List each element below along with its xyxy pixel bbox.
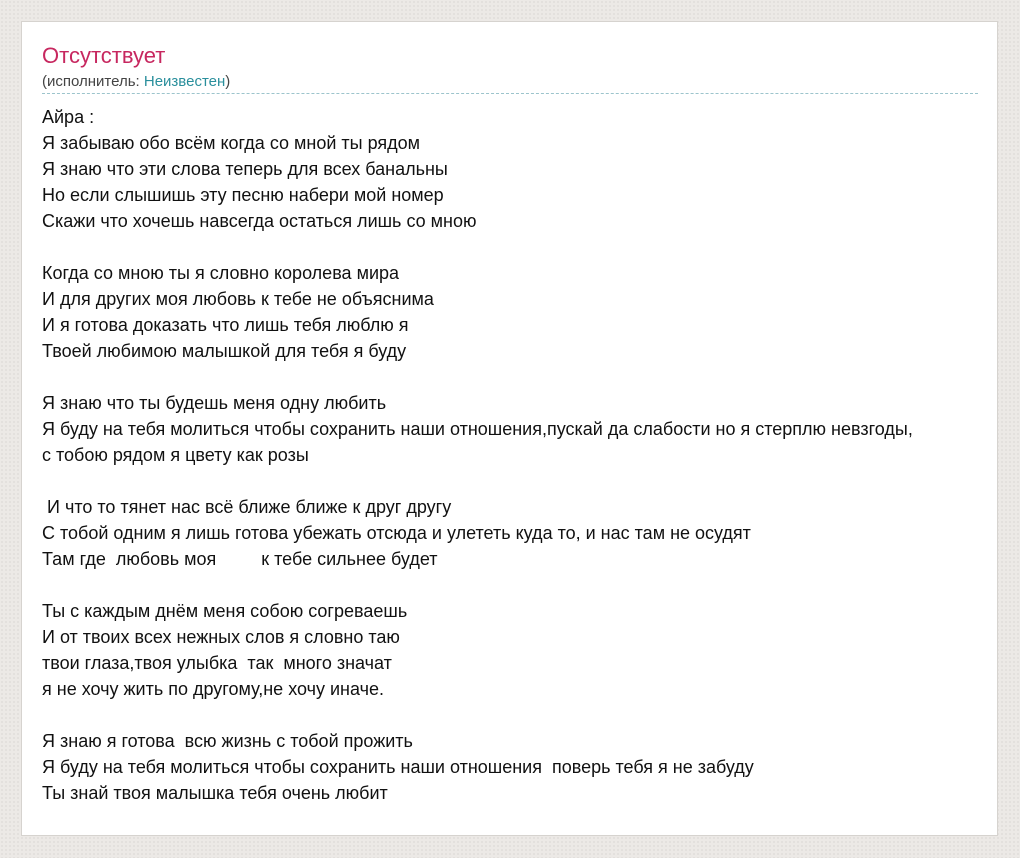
lyrics-stanza <box>42 260 998 364</box>
lyrics-line: Айра : <box>42 107 95 127</box>
lyrics-line: И от твоих всех нежных слов я словно таю <box>42 627 400 647</box>
lyrics-line: Но если слышишь эту песню набери мой номер <box>42 185 444 205</box>
artist-prefix: (исполнитель: <box>42 73 144 90</box>
lyrics-line: И для других моя любовь к тебе не объяснима <box>42 289 434 309</box>
lyrics-line: Ты знай твоя малышка тебя очень любит <box>42 783 388 803</box>
lyrics-line: твои глаза,твоя улыбка так много значат <box>42 653 392 673</box>
lyrics-line: Ты с каждым днём меня собою согреваешь <box>42 601 408 621</box>
lyrics-line: Когда со мною ты я словно королева мира <box>42 263 400 283</box>
lyrics-line: Я знаю я готова всю жизнь с тобой прожить <box>42 731 413 751</box>
lyrics-line: с тобою рядом я цвету как розы <box>42 445 309 465</box>
lyrics-stanza <box>42 728 998 806</box>
lyrics-stanza <box>42 598 998 702</box>
lyrics-stanza <box>42 494 998 572</box>
lyrics-line: Я забываю обо всём когда со мной ты рядом <box>42 133 421 153</box>
lyrics-line: Я знаю что ты будешь меня одну любить <box>42 393 387 413</box>
lyrics-line: И я готова доказать что лишь тебя люблю я <box>42 315 409 335</box>
lyrics-line: Я буду на тебя молиться чтобы сохранить наши отношения,пускай да слабости но я стерплю невзгоды, <box>42 419 913 439</box>
artist-link[interactable]: Неизвестен <box>143 73 226 90</box>
lyrics-line: Скажи что хочешь навсегда остаться лишь со мною <box>42 211 477 231</box>
lyrics-line: И что то тянет нас всё ближе ближе к друг другу <box>42 497 452 517</box>
lyrics-line: С тобой одним я лишь готова убежать отсюда и улететь куда то, и нас там не осудят <box>42 523 751 543</box>
lyrics-line: я не хочу жить по другому,не хочу иначе. <box>42 679 384 699</box>
lyrics-line: Я буду на тебя молиться чтобы сохранить наши отношения поверь тебя я не забуду <box>42 757 754 777</box>
divider <box>42 93 978 94</box>
lyrics-line: Там где любовь моя к тебе сильнее будет <box>42 549 438 569</box>
lyrics-line: Я знаю что эти слова теперь для всех банальны <box>42 159 448 179</box>
lyrics-text <box>42 104 998 832</box>
lyrics-stanza <box>42 104 998 234</box>
artist-suffix: ) <box>225 73 231 90</box>
lyrics-stanza <box>42 390 998 468</box>
lyrics-card <box>21 21 998 836</box>
lyrics-line: Твоей любимою малышкой для тебя я буду <box>42 341 407 361</box>
artist-line <box>42 73 230 91</box>
song-title: Отсутствует <box>42 43 166 68</box>
